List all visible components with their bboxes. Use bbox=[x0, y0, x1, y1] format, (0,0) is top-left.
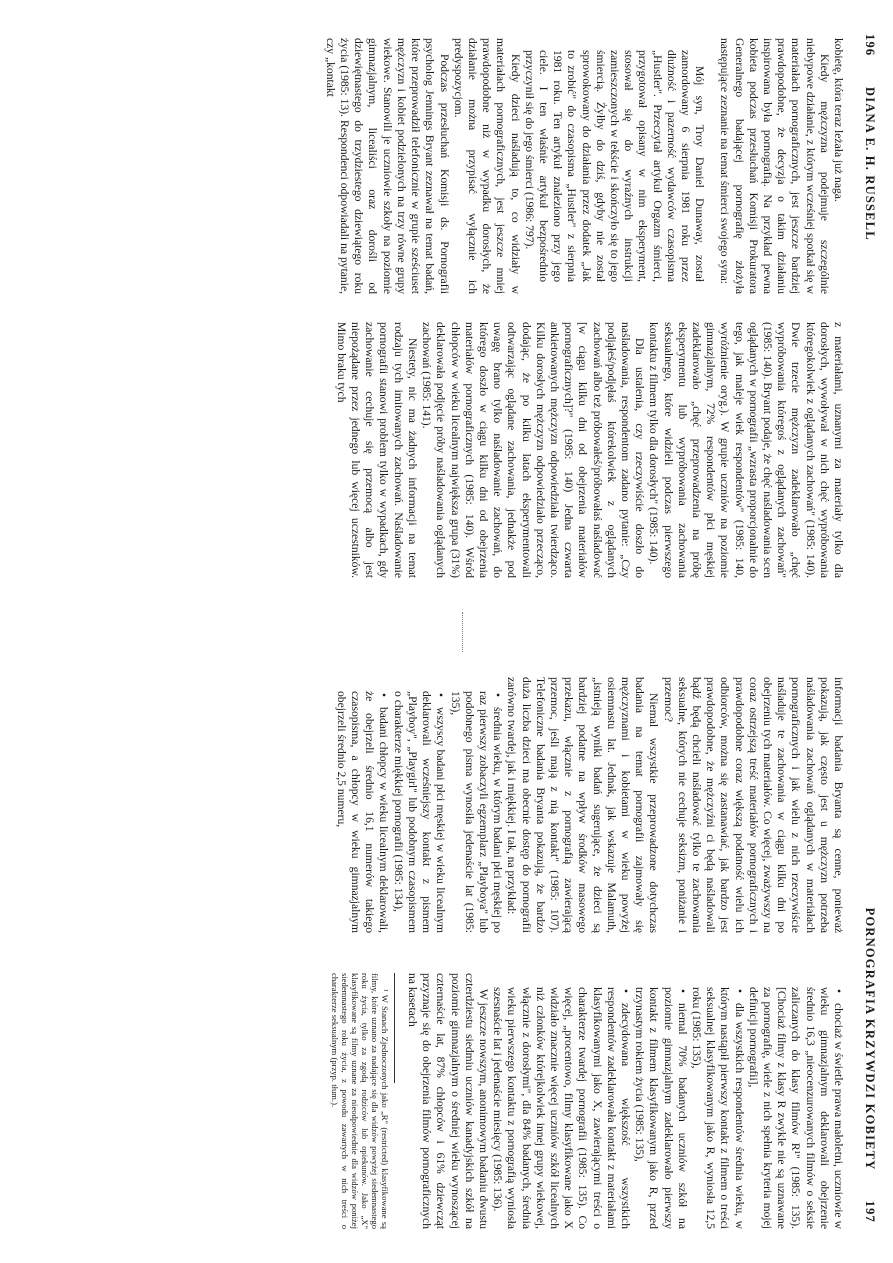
footnote-rule bbox=[394, 973, 395, 1083]
footnote: ¹ W Stanach Zjednoczonych jako „R" (restricted) klasyfikowane są filmy, które uznano za nadające się dla widzów powyżej siedemnastego roku życia, tylko za zgodą rodziców lub opiekunów. Jako „X" klasyfikowane są filmy uznane za nieodpowiednie dla widzów poniżej siedemnastego roku życia, z powodu zawartych w nich treści o charakterze seksualnym (przyp. tłum.). bbox=[329, 973, 390, 1229]
block-quote: Mój syn, Troy Daniel Dunaway, został zamordowany 6 sierpnia 1981 roku przez dłużność i pazerność wydawców czasopisma „Hustler". Przeczytał artykuł Orgazm śmierci, przygotował opisany w nim eksperyment, stosował się do wyraźnych instrukcji zamieszczonych w tekście i skończyło się to jego śmiercią. Żyłby do dziś, gdyby nie został sprowokowany do działania przez dodatek „Jak to zrobić" do czasopisma „Hustler" z sierpnia 1981 roku. Ten artykuł znaleziono przy jego ciele. I ten właśnie artykuł bezpośrednio przyczynił się do jego śmierci (1986: 797). bbox=[522, 50, 707, 282]
text-column bbox=[10, 322, 845, 578]
text-column bbox=[10, 38, 845, 294]
bullet-item: • wszyscy badani płci męskiej w wieku licealnym deklarowali wcześniejszy kontakt z pismem „Playboy", „Playgirl" lub podobnym czasopismem o charakterze miękkiej pornografii (1985: 134), bbox=[391, 677, 448, 933]
page-number: 196 bbox=[863, 34, 877, 57]
running-head-right bbox=[857, 685, 877, 1223]
bullet-item: • dla wszystkich respondentów średnia wieku, w którym nastąpił pierwszy kontakt z filmem o treści seksualnej klasyfikowanym jako R, wyniosła 12,5 roku (1985: 135), bbox=[689, 973, 746, 1229]
page-196 bbox=[0, 0, 893, 612]
bullet-item: • średnia wieku, w którym badani płci męskiej po raz pierwszy zobaczyli egzemplarz „Playboya" lub podobnego pisma wynosiła jedenaście lat (1985: 135), bbox=[447, 677, 504, 933]
bullet-item: • badani chłopcy w wieku licealnym deklarowali, że obejrzeli średnio 16,1 numerów takiego czasopisma, a chłopcy w wieku gimnazjalnym obejrzeli średnio 2,5 numeru, bbox=[334, 677, 391, 933]
paragraph: informacji badania Bryanta są cenne, ponieważ pokazują, jak często jest u mężczyzn potrzeba naśladowania zachowań oglądanych w materiałach pornograficznych i jak wielu z nich rzeczywiście naśladuje te zachowania w ciągu kilku dni po obejrzeniu tych materiałów. Co więcej, zważywszy na coraz ostrzejszą treść materiałów pornograficznych i prawdopodobne coraz większą podatność wielu ich odbiorców, można się zastanawiać, jak bardzo jest prawdopodobne, że mężczyźni ci będą naśladowali bądź będą chcieli naśladować tylko te zachowania seksualne, których nie cechuje seksizm, poniżanie i przemoc? bbox=[661, 677, 845, 933]
paragraph: Niemal wszystkie przeprowadzone dotychczas badania na temat pornografii zajmowały się mężczyznami i kobietami w wieku powyżej osiemnastu lat. Jednak, jak wskazuje Malamuth, „istnieją wyniki badań sugerujące, że dzieci są bardziej podatne na wpływ środków masowego przekazu, włącznie z pornografią zawierającą przemoc, jeśli mają z nią kontakt" (1985: 107). Telefoniczne badania Bryanta pokazują, że bardzo duża liczba dzieci ma obecnie dostęp do pornografii zarówno twardej, jak i miękkiej. I tak, na przykład: bbox=[505, 677, 661, 933]
author-name: DIANA E. H. RUSSELL bbox=[863, 87, 877, 241]
paragraph: kobietę, która teraz leżała już naga. bbox=[832, 38, 845, 202]
text-column bbox=[10, 677, 845, 933]
chapter-title: PORNOGRAFIA KRZYWDZI KOBIETY bbox=[863, 907, 877, 1170]
gutter-mark bbox=[462, 612, 463, 652]
paragraph: z materiałami, uznanymi za materiały tylko dla dorosłych, wywoływał w nich chęć wypróbowania któregokolwiek z oglądanych zachowań" (1985: 140). Dwie trzecie mężczyzn zadeklarowało „chęć wypróbowania któregoś z oglądanych zachowań" (1985: 140). Bryant podaje, że chęć naśladowania scen oglądanych w pornografii „wzrasta proporcjonalnie do tego, jak maleje wiek respondentów" (1985: 140, wyróżnienie oryg.). W grupie uczniów na poziomie gimnazjalnym, 72% respondentów płci męskiej zadeklarowało „chęć przeprowadzenia na próbę eksperymentu lub wypróbowania zachowania seksualnego, które widzieli podczas pierwszego kontaktu z filmem tylko dla dorosłych" (1985: 140). bbox=[647, 322, 845, 578]
bullet-item: • niemal 70% badanych uczniów szkół na poziomie gimnazjalnym zadeklarowało pierwszy kontakt z filmem klasyfikowanym jako R, przed trzynastym rokiem życia (1985: 135), bbox=[632, 973, 689, 1229]
paragraph: Podczas przesłuchań Komisji ds. Pornografii psycholog Jennings Bryant zeznawał na temat badań, które przeprowadził telefonicznie w grupie sześciuset mężczyzn i kobiet podzielonych na trzy równe grupy wiekowe. Stanowili je uczniowie szkoły na poziomie gimnazjalnym, licealiści oraz dorośli od dziewiętnastego do trzydziestego dziewiątego roku życia (1985: 13). Respondenci odpowiadali na pytanie, czy „kontakt bbox=[323, 38, 451, 294]
paragraph: Dla ustalenia, czy rzeczywiście doszło do naśladowania, respondentom zadano pytanie: „Czy podjąłeś/podjęłaś którekolwiek z oglądanych zachowań albo też próbowałeś/próbowałaś naśladować [w ciągu kilku dni od obejrzenia materiałów pornograficznych]?" (1985: 140) Jedna czwarta ankietowanych mężczyzn odpowiedziała twierdząco. Kilku dorosłych mężczyzn odpowiedziało przecząco, dodając, że po kilku latach eksperymentowali odtwarzając oglądane zachowania, jednakże pod uwagę brano tylko naśladowanie zachowań, do którego doszło w ciągu kilku dni od obejrzenia materiałów pornograficznych (1985: 140). Wśród chłopców w wieku licealnym największa grupa (31%) deklarowała podjęcie próby naśladowania oglądanych zachowań (1985: 141). bbox=[420, 322, 647, 578]
page-number: 197 bbox=[863, 1200, 877, 1223]
text-column bbox=[10, 973, 845, 1229]
paragraph: Kiedy dzieci naśladują to, co widziały w materiałach pornograficznych, jest jeszcze mniej prawdopodobne niż w wypadku dorosłych, że działanie można przypisać wyłącznie ich predyspozycjom. bbox=[451, 38, 522, 294]
paragraph: W jeszcze nowszym, anonimowym badaniu dwustu czterdziestu siedmiu uczniów kanadyjskich szkół na poziomie gimnazjalnym o średniej wieku wynoszącej czternaście lat, 87% chłopców i 61% dziewcząt przyznaje się do obejrzenia filmów pornograficznych na kasetach bbox=[405, 973, 490, 1229]
running-head-left bbox=[857, 34, 877, 572]
bullet-item: • chociaż w świetle prawa małoletni, uczniowie w wieku gimnazjalnym deklarowali obejrzenie średnio 16,3 „nieocenzurowanych filmów o seksie zaliczanych do klasy filmów R¹" (1985: 135). [Chociaż filmy z klasy R zwykle nie są uznawane za pornografię, wiele z nich spełnia kryteria mojej definicji pornografii], bbox=[746, 973, 845, 1229]
bullet-item: • zdecydowana większość wszystkich respondentów zadeklarowała kontakt z materiałami klasyfikowanymi jako X, zawierającymi treści o charakterze twardej pornografii (1985: 135). Co więcej, „procentowo, filmy klasyfikowane jako X widziało znacznie więcej uczniów szkół licealnych niż członków którejkolwiek innej grupy wiekowej, włącznie z dorosłymi", dla 84% badanych, średnia wieku pierwszego kontaktu z pornografią wyniosła szesnaście lat i jedenaście miesięcy (1985: 136). bbox=[490, 973, 632, 1229]
paragraph: Kiedy mężczyzna podejmuje szczególnie niebypowe działanie, z którym wcześniej spotkał się w materiałach pornograficznych, jest jeszcze bardziej prawdopodobne, że decyzja o takim działaniu inspirowana była pornografią. Na przykład pewna kobieta podczas przesłuchań Komisji Prokuratora Generalnego badającej pornografię złożyła następujące zeznanie na temat śmierci swojego syna: bbox=[718, 38, 831, 294]
paragraph: Niestety, nic ma żadnych informacji na temat rodzaju tych imitowanych zachowań. Naśladowanie pornografii stanowi problem tylko w wypadkach, gdy zachowanie cechuje się przemocą albo jest niepożądane przez jednego lub więcej uczestników. Mimo braku tych bbox=[334, 322, 419, 578]
page-197 bbox=[0, 651, 893, 1263]
